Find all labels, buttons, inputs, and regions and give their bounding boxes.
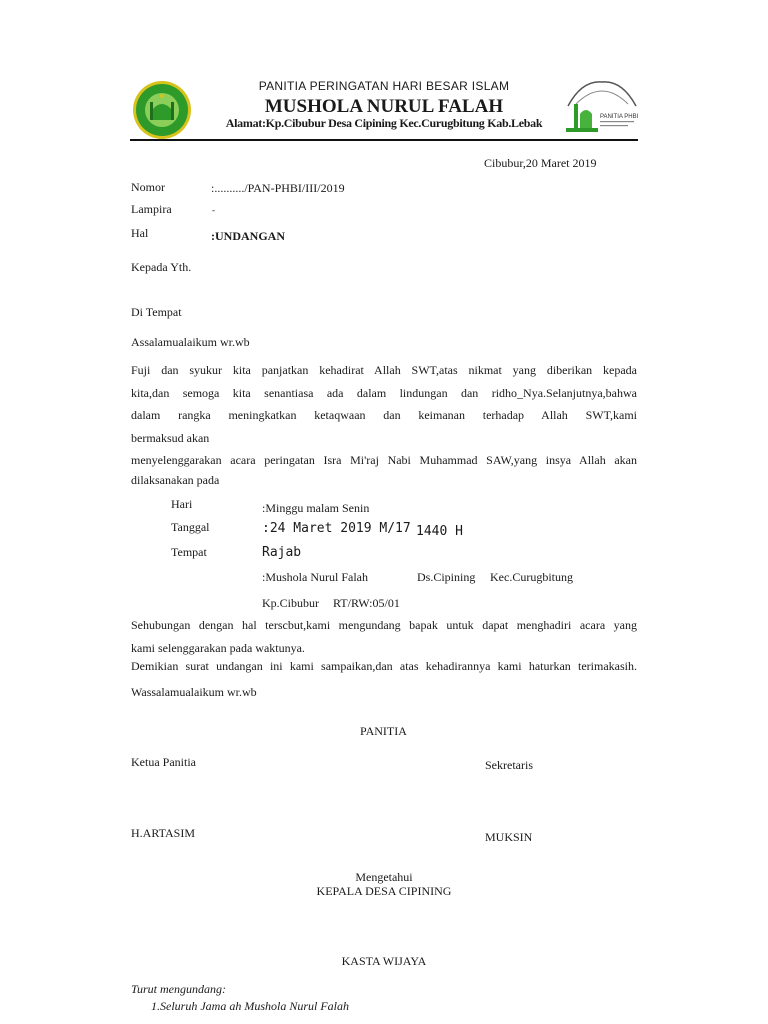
hal-label: Hal (131, 226, 149, 240)
hal-value: :UNDANGAN (211, 229, 285, 243)
lampiran-value: - (212, 205, 215, 215)
hari-label: Hari (171, 497, 193, 511)
turut-title-text: Turut mengundang: (131, 982, 227, 996)
header-divider (130, 139, 638, 141)
nomor-value: :........../PAN-PHBI/III/2019 (211, 181, 345, 195)
right-logo-text: PANITIA PHBI (600, 114, 639, 120)
mengetahui: Mengetahui (355, 870, 413, 884)
sekretaris-label: Sekretaris (485, 758, 533, 772)
ketua-label: Ketua Panitia (131, 755, 196, 769)
tempat-kec: Kec.Curugbitung (490, 570, 573, 584)
kepala-desa-name: KASTA WIJAYA (341, 954, 427, 968)
turut-title (131, 982, 226, 997)
panitia-heading: PANITIA (360, 724, 407, 738)
tempat-desa: Ds.Cipining (417, 570, 476, 584)
closing-line-3: Demikian surat undangan ini kami sampaikan,dan atas kehadirannya kami haturkan terimakasih. (131, 659, 637, 673)
greeting: Assalamualaikum wr.wb (131, 335, 250, 349)
farewell: Wassalamualaikum wr.wb (131, 685, 257, 699)
lampiran-label: Lampira (131, 202, 172, 216)
tempat-value: :Mushola Nurul Falah (262, 570, 368, 584)
date-line: Cibubur,20 Maret 2019 (484, 156, 597, 170)
turut-item-1-text: 1.Seluruh Jama ah Mushola Nurul Falah (151, 999, 349, 1013)
sekretaris-name: MUKSIN (485, 830, 533, 844)
body-line-3: dalam rangka meningkatkan ketaqwaan dan keimanan terhadap Allah SWT,kami (131, 408, 637, 422)
turut-item-1 (151, 999, 349, 1014)
tanggal-value: :24 Maret 2019 M/17 (262, 521, 411, 536)
body-line-4: bermaksud akan (131, 431, 210, 445)
tanggal-month: Rajab (262, 545, 302, 560)
hari-value: :Minggu malam Senin (262, 501, 370, 515)
tanggal-hijri: 1440 H (416, 524, 463, 539)
body-line-1: Fuji dan syukur kita panjatkan kehadirat Allah SWT,atas nikmat yang diberikan kepada (131, 363, 637, 377)
body-line-5: menyelenggarakan acara peringatan Isra Mi'raj Nabi Muhammad SAW,yang insya Allah akan (131, 453, 637, 467)
ketua-name: H.ARTASIM (131, 826, 195, 840)
nomor-label: Nomor (131, 180, 165, 194)
recipient-tempat: Di Tempat (131, 305, 182, 319)
tempat-kp: Kp.Cibubur (262, 596, 319, 610)
body-line-2: kita,dan semoga kita senantiasa ada dalam lindungan dan ridho_Nya.Selanjutnya,bahwa (131, 386, 637, 400)
tanggal-label: Tanggal (171, 520, 210, 534)
tempat-rtrw: RT/RW:05/01 (333, 596, 400, 610)
header-address: Alamat:Kp.Cibubur Desa Cipining Kec.Curugbitung Kab.Lebak (225, 116, 543, 130)
body-line-6: dilaksanakan pada (131, 473, 220, 487)
header-organization: PANITIA PERINGATAN HARI BESAR ISLAM (258, 79, 510, 93)
closing-line-1: Sehubungan dengan hal terscbut,kami mengundang bapak untuk dapat menghadiri acara yang (131, 618, 637, 632)
header-title: MUSHOLA NURUL FALAH (264, 96, 504, 117)
kepala-desa-label: KEPALA DESA CIPINING (316, 884, 452, 898)
closing-line-2: kami selenggarakan pada waktunya. (131, 641, 305, 655)
tempat-label: Tempat (171, 545, 207, 559)
recipient-kepada: Kepada Yth. (131, 260, 192, 274)
